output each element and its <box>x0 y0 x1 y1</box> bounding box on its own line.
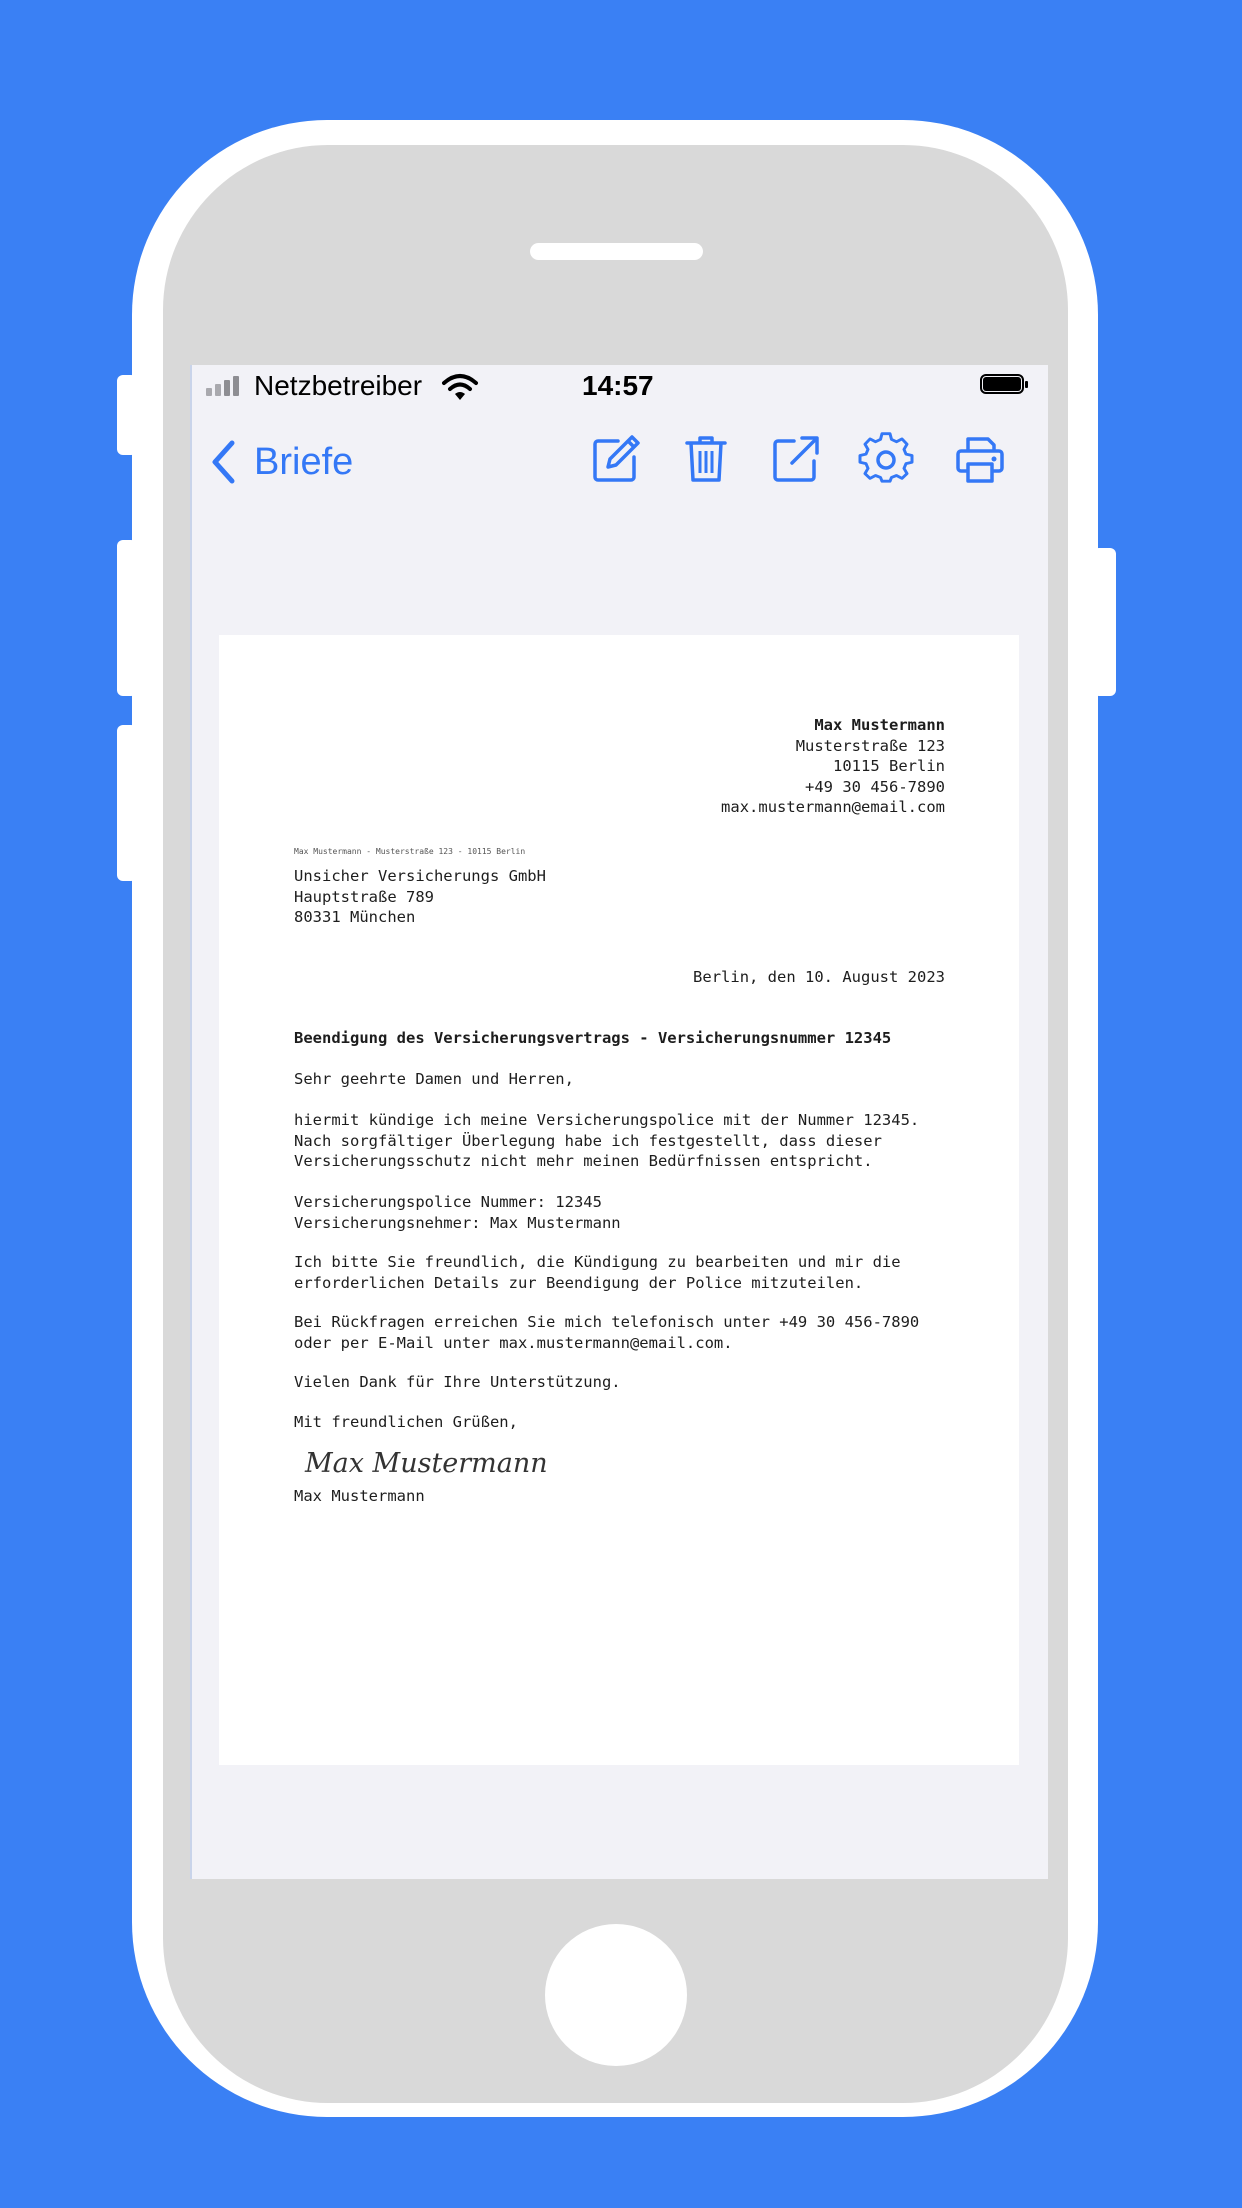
body-paragraph: hiermit kündige ich meine Versicherungspolice mit der Nummer 12345. Nach sorgfältiger Überlegung habe ich festgestellt, dass dieser Versicherungsschutz nicht mehr meinen Bedürfnissen entspricht. <box>294 1111 920 1170</box>
delete-button[interactable] <box>678 431 734 487</box>
closing: Mit freundlichen Grüßen, <box>294 1413 518 1431</box>
recipient-city: 80331 München <box>294 908 416 926</box>
body-paragraph: Bei Rückfragen erreichen Sie mich telefonisch unter +49 30 456-7890 oder per E-Mail unter max.mustermann@email.com. <box>294 1313 920 1352</box>
sender-name: Max Mustermann <box>814 716 945 734</box>
gear-icon <box>858 431 914 487</box>
sender-phone: +49 30 456-7890 <box>805 777 945 796</box>
volume-up-button <box>117 540 137 696</box>
body-paragraph: Versicherungspolice Nummer: 12345 Versicherungsnehmer: Max Mustermann <box>294 1193 621 1232</box>
speaker-grille <box>530 243 703 260</box>
status-time: 14:57 <box>582 370 654 401</box>
signal-icon <box>206 376 244 396</box>
volume-down-button <box>117 725 137 881</box>
svg-text:Max Mustermann: Max Mustermann <box>305 1448 548 1479</box>
letter-page <box>219 635 1019 1765</box>
print-button[interactable] <box>952 431 1008 487</box>
settings-button[interactable] <box>858 431 914 487</box>
salutation: Sehr geehrte Damen und Herren, <box>294 1070 574 1088</box>
mute-switch <box>117 375 137 455</box>
body-paragraph: Vielen Dank für Ihre Unterstützung. <box>294 1373 621 1391</box>
recipient-street: Hauptstraße 789 <box>294 887 434 906</box>
power-button <box>1093 548 1116 696</box>
signed-name: Max Mustermann <box>294 1487 425 1505</box>
letter-subject: Beendigung des Versicherungsvertrags - Versicherungsnummer 12345 <box>294 1029 892 1047</box>
chevron-left-icon <box>210 439 236 485</box>
printer-icon <box>952 431 1008 487</box>
back-button[interactable] <box>210 435 353 489</box>
sender-block <box>721 715 945 818</box>
status-bar <box>192 365 1048 409</box>
back-button-label: Briefe <box>254 440 354 483</box>
compose-icon <box>588 431 644 487</box>
body-paragraph: Ich bitte Sie freundlich, die Kündigung zu bearbeiten und mir die erforderlichen Details zur Beendigung der Police mitzuteilen. <box>294 1253 901 1292</box>
carrier-name: Netzbetreiber <box>254 370 423 401</box>
battery-icon <box>980 374 1028 396</box>
return-address-line: Max Mustermann - Musterstraße 123 - 10115 Berlin <box>294 847 526 856</box>
share-icon <box>768 431 824 487</box>
signature-image <box>301 1440 548 1484</box>
letter-date: Berlin, den 10. August 2023 <box>693 968 945 986</box>
trash-icon <box>678 431 734 487</box>
wifi-icon <box>442 373 478 401</box>
sender-city: 10115 Berlin <box>833 757 945 775</box>
share-button[interactable] <box>768 431 824 487</box>
sender-street: Musterstraße 123 <box>795 736 945 755</box>
recipient-company: Unsicher Versicherungs GmbH <box>294 867 546 885</box>
sender-email: max.mustermann@email.com <box>721 798 945 816</box>
recipient-block <box>294 866 546 928</box>
navigation-bar <box>192 425 1048 505</box>
screen <box>190 365 1048 1879</box>
edit-button[interactable] <box>588 431 644 487</box>
home-button[interactable] <box>545 1924 687 2066</box>
